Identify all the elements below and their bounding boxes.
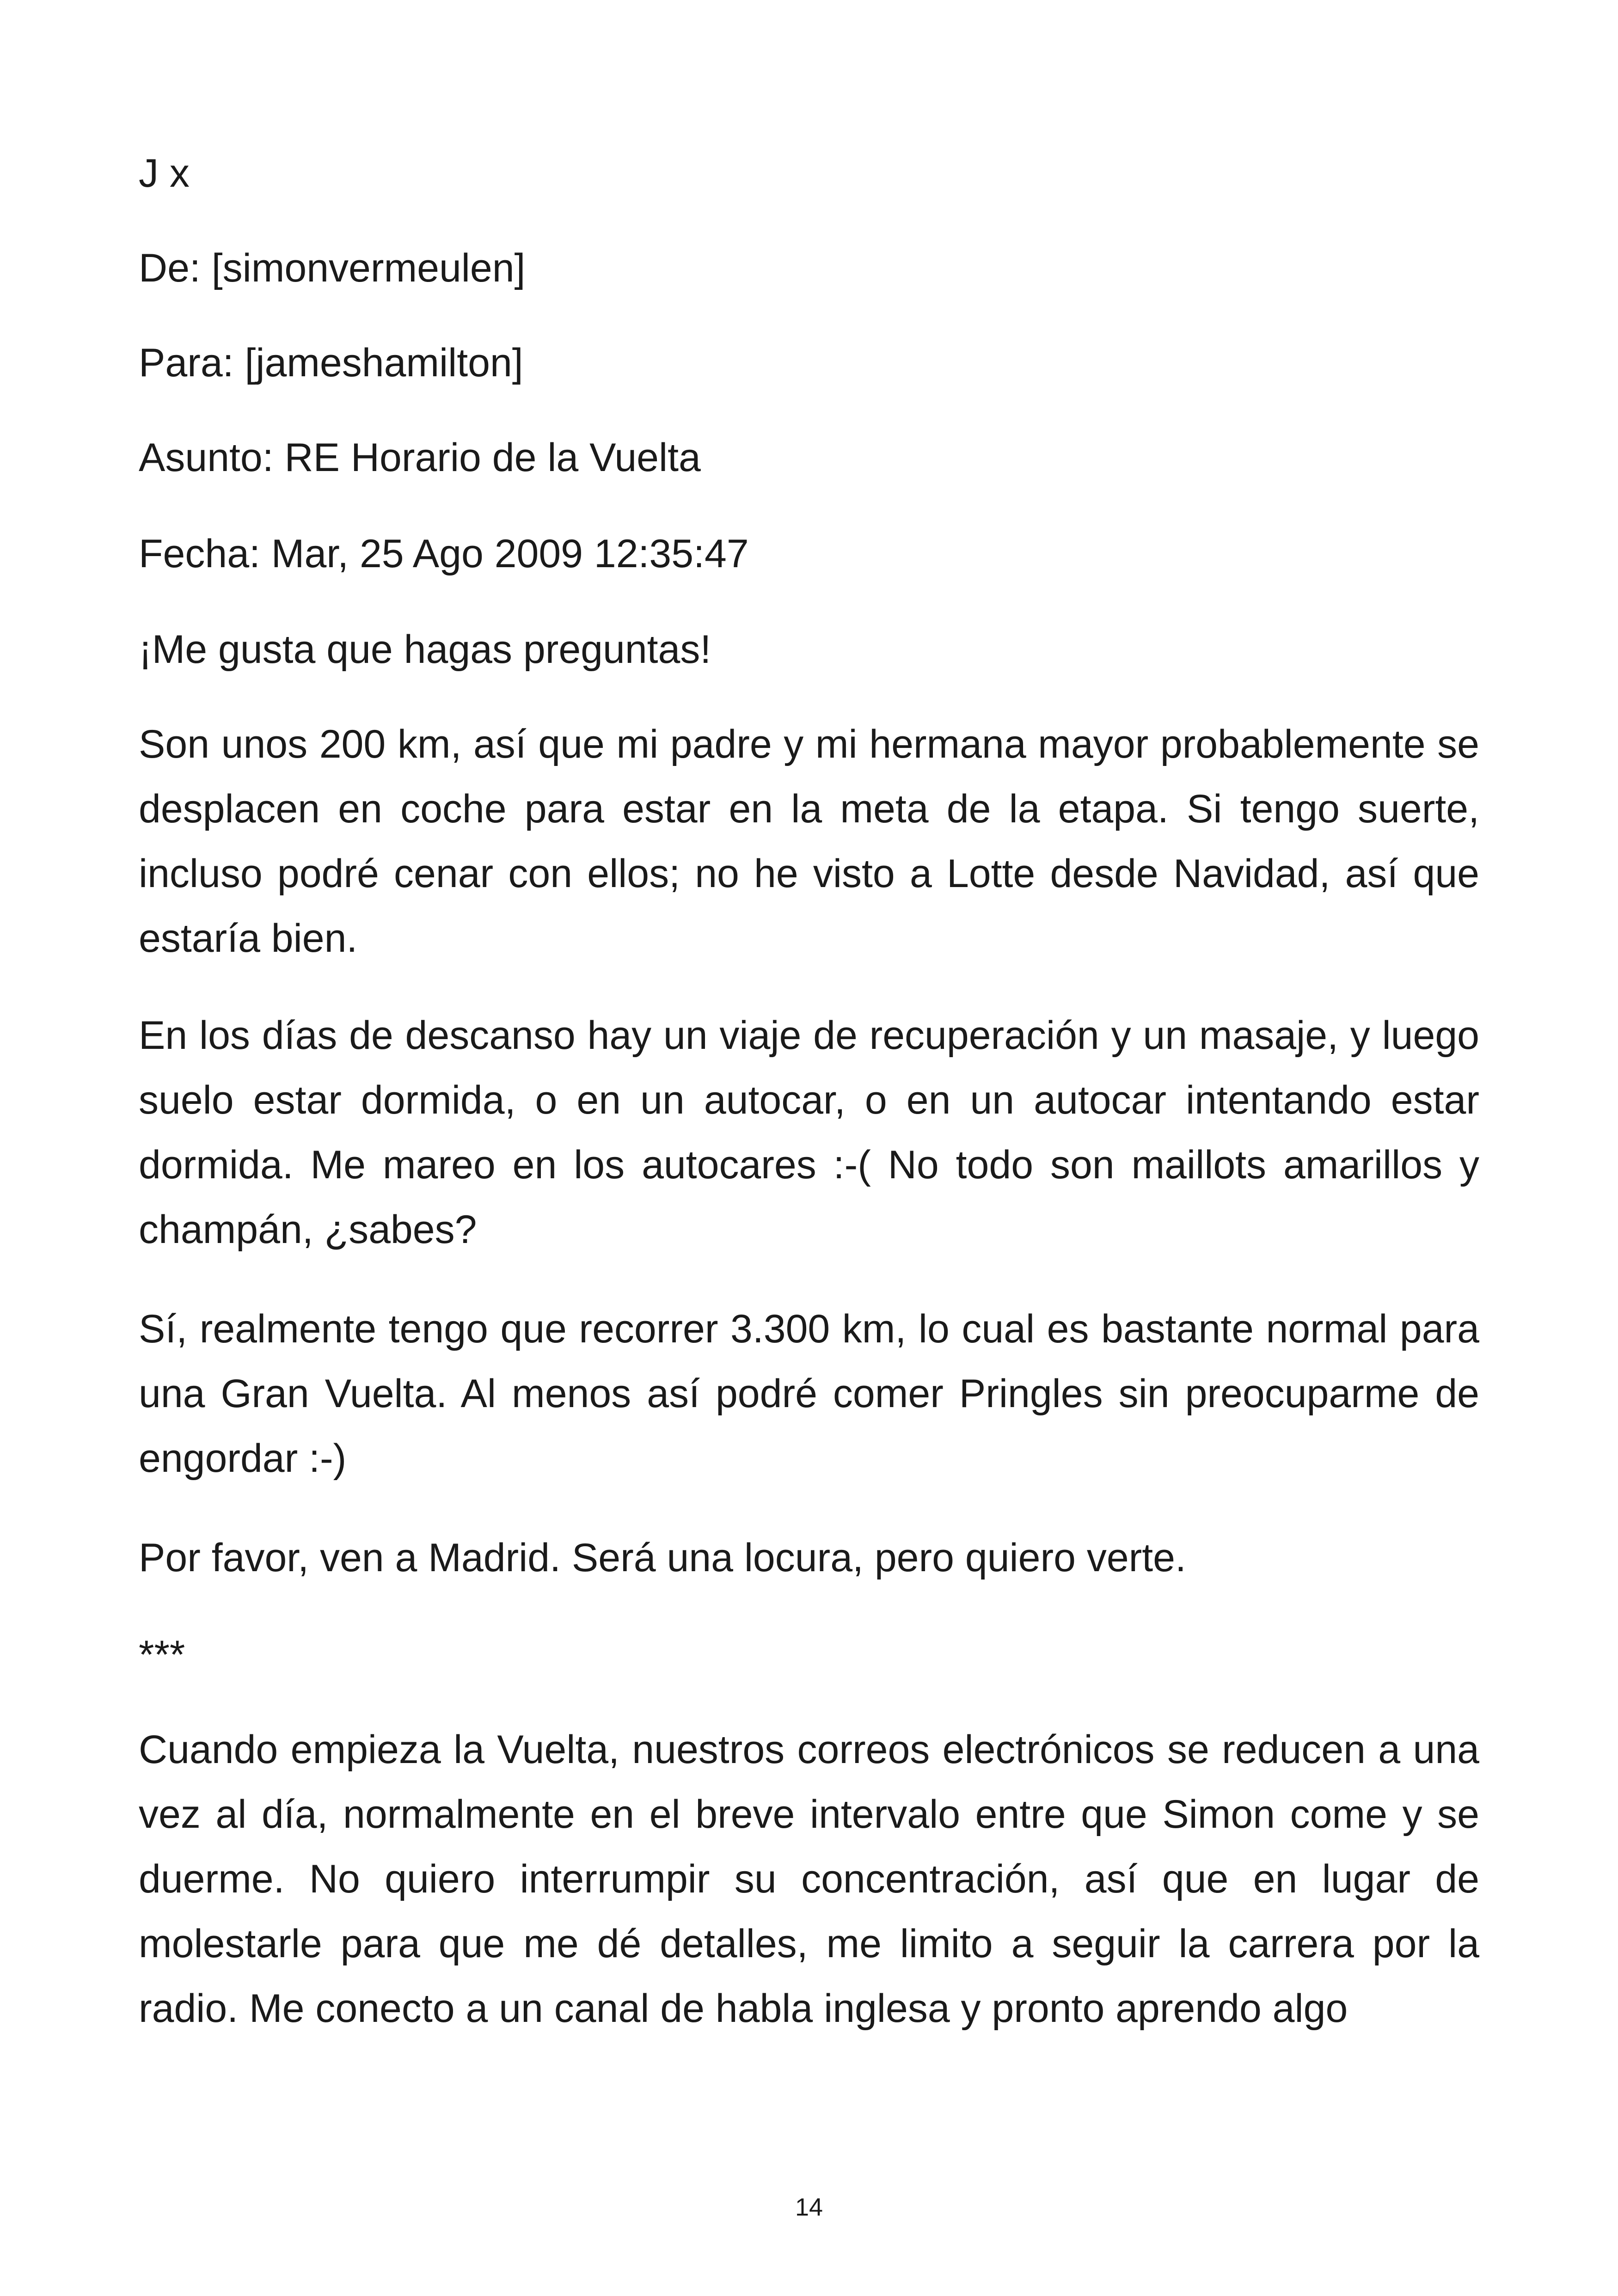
page-number: 14 (795, 2193, 823, 2221)
paragraph-body: Cuando empieza la Vuelta, nuestros correos electrónicos se reducen a una vez al día, normalmente en el breve intervalo entre que Simon come y se duerme. No quiero interrumpir su concentración, así que en lugar de molestarle para que me dé detalles, me limito a seguir la carrera por la radio. Me conecto a un canal de habla inglesa y pronto aprendo algo (139, 1727, 1479, 2031)
paragraph-body: Sí, realmente tengo que recorrer 3.300 km, lo cual es bastante normal para una Gran Vuelta. Al menos así podré comer Pringles sin preocuparme de engordar :-) (139, 1307, 1479, 1481)
email-subject: Asunto: RE Horario de la Vuelta (139, 435, 701, 480)
signoff: J x (139, 151, 190, 196)
paragraph-body: Por favor, ven a Madrid. Será una locura, pero quiero verte. (139, 1536, 1186, 1580)
paragraph-body: Son unos 200 km, así que mi padre y mi hermana mayor probablemente se desplacen en coche para estar en la meta de la etapa. Si tengo suerte, incluso podré cenar con ellos; no he visto a Lotte desde Navidad, así que estaría bien. (139, 722, 1479, 961)
paragraph-body: En los días de descanso hay un viaje de recuperación y un masaje, y luego suelo estar dormida, o en un autocar, o en un autocar intentando estar dormida. Me mareo en los autocares :-( No todo son maillots amarillos y champán, ¿sabes? (139, 1013, 1479, 1252)
email-to: Para: [jameshamilton] (139, 341, 523, 385)
email-date: Fecha: Mar, 25 Ago 2009 12:35:47 (139, 532, 749, 576)
email-from: De: [simonvermeulen] (139, 246, 526, 290)
paragraph-greeting: ¡Me gusta que hagas preguntas! (139, 627, 711, 672)
section-separator: *** (139, 1633, 185, 1677)
